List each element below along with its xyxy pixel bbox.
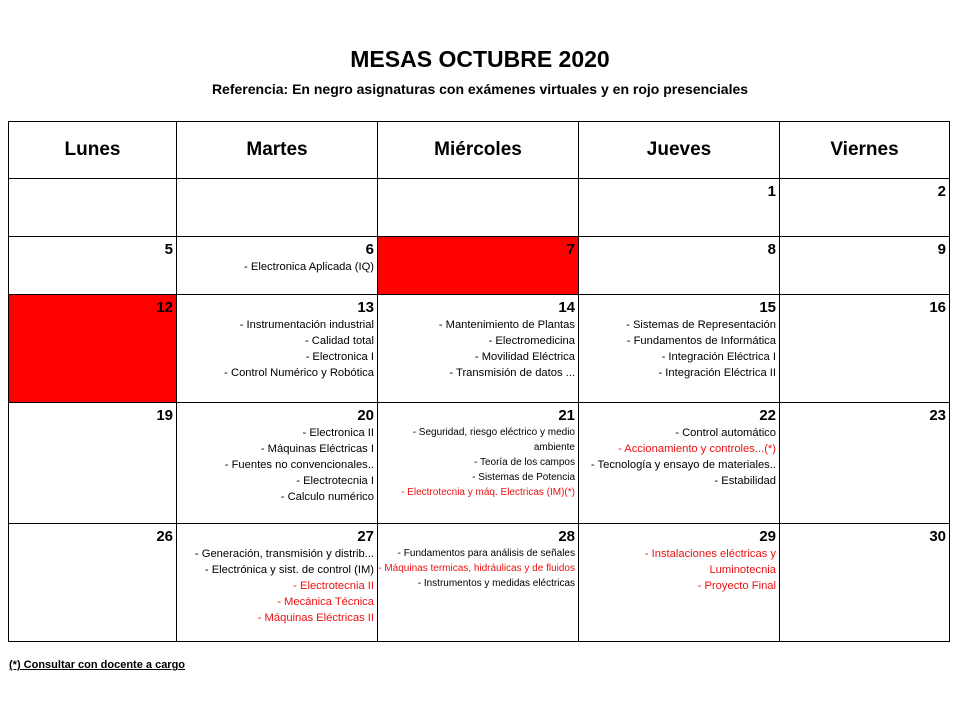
day-cell-miercoles [378, 403, 579, 524]
exam-entry: - Teoría de los campos [474, 457, 575, 468]
day-cell-jueves [579, 179, 780, 237]
day-cell-viernes [780, 179, 950, 237]
exam-entry: - Generación, transmisión y distrib... [194, 548, 374, 560]
exam-entry: - Mecánica Técnica [277, 596, 374, 608]
exam-entry: - Fundamentos para análisis de señales [397, 548, 575, 559]
day-cell-jueves [579, 295, 780, 403]
day-cell-lunes [9, 179, 177, 237]
exam-entry: - Electronica Aplicada (IQ) [244, 261, 374, 273]
day-cell-martes [177, 295, 378, 403]
exam-entry: - Control Numérico y Robótica [224, 367, 374, 379]
day-number [177, 179, 377, 201]
day-cell-martes [177, 179, 378, 237]
day-number: 22 [759, 407, 776, 424]
exam-entry: - Accionamiento y controles...(*) [618, 443, 776, 455]
day-number [378, 179, 578, 201]
exam-entry: - Integración Eléctrica I [661, 351, 776, 363]
exam-entry: - Sistemas de Representación [626, 319, 776, 331]
day-number: 6 [365, 241, 374, 258]
exam-entry: - Fundamentos de Informática [626, 335, 776, 347]
weekday-header-miercoles: Miércoles [378, 122, 579, 179]
day-cell-lunes [9, 524, 177, 642]
calendar-week-row [9, 295, 950, 403]
exam-entry: - Calculo numérico [280, 491, 374, 503]
exam-entry: - Seguridad, riesgo eléctrico y medio ambiente [412, 427, 575, 453]
weekday-header-martes: Martes [177, 122, 378, 179]
exam-entry: - Máquinas Eléctricas II [257, 612, 374, 624]
day-number: 26 [156, 528, 173, 545]
day-number [9, 179, 176, 201]
day-number: 15 [759, 299, 776, 316]
day-cell-jueves [579, 403, 780, 524]
day-number: 20 [357, 407, 374, 424]
day-events [579, 425, 779, 489]
exam-entry: - Electrotecnia y máq. Electricas (IM)(*) [401, 487, 575, 498]
exam-entry: - Electrónica y sist. de control (IM) [204, 564, 374, 576]
day-events [177, 425, 377, 505]
day-cell-martes [177, 403, 378, 524]
day-number: 23 [929, 407, 946, 424]
day-cell-jueves [579, 524, 780, 642]
exam-entry: - Electrotecnia I [296, 475, 374, 487]
exam-entry: - Movilidad Eléctrica [474, 351, 575, 363]
calendar-table [8, 121, 950, 642]
exam-entry: - Transmisión de datos ... [449, 367, 575, 379]
exam-entry: - Integración Eléctrica II [658, 367, 776, 379]
exam-entry: - Electronica I [305, 351, 374, 363]
day-number: 13 [357, 299, 374, 316]
day-number: 19 [156, 407, 173, 424]
day-number: 5 [164, 241, 173, 258]
day-number: 16 [929, 299, 946, 316]
calendar-week-row [9, 179, 950, 237]
exam-entry: - Máquinas termicas, hidráulicas y de fluidos [378, 563, 575, 574]
day-number: 30 [929, 528, 946, 545]
day-number: 9 [937, 241, 946, 258]
day-cell-miercoles [378, 237, 579, 295]
day-events [579, 317, 779, 381]
day-cell-miercoles [378, 524, 579, 642]
day-cell-viernes [780, 295, 950, 403]
exam-entry: - Estabilidad [714, 475, 776, 487]
calendar-body [9, 179, 950, 642]
day-number: 14 [558, 299, 575, 316]
exam-entry: - Electronica II [302, 427, 374, 439]
day-events [378, 425, 578, 500]
exam-entry: - Instrumentos y medidas eléctricas [417, 578, 575, 589]
day-number: 7 [566, 241, 575, 258]
day-cell-lunes [9, 403, 177, 524]
exam-entry: - Instalaciones eléctricas y Luminotecnia [644, 548, 776, 576]
calendar-week-row [9, 237, 950, 295]
day-cell-martes [177, 524, 378, 642]
exam-entry: - Instrumentación industrial [239, 319, 374, 331]
weekday-header-lunes: Lunes [9, 122, 177, 179]
weekday-header-jueves: Jueves [579, 122, 780, 179]
day-number: 1 [767, 183, 776, 200]
day-number: 28 [558, 528, 575, 545]
day-events [378, 317, 578, 381]
day-cell-viernes [780, 237, 950, 295]
day-cell-viernes [780, 524, 950, 642]
page-subtitle: Referencia: En negro asignaturas con exámenes virtuales y en rojo presenciales [211, 81, 749, 97]
day-events [177, 317, 377, 381]
exam-entry: - Tecnología y ensayo de materiales.. [590, 459, 776, 471]
day-cell-lunes [9, 237, 177, 295]
calendar-week-row [9, 524, 950, 642]
day-events [177, 259, 377, 275]
day-cell-lunes [9, 295, 177, 403]
exam-entry: - Calidad total [304, 335, 374, 347]
weekday-header-viernes: Viernes [780, 122, 950, 179]
day-cell-miercoles [378, 295, 579, 403]
exam-entry: - Electromedicina [488, 335, 575, 347]
day-cell-viernes [780, 403, 950, 524]
day-cell-miercoles [378, 179, 579, 237]
exam-entry: - Control automático [675, 427, 776, 439]
day-events [579, 546, 779, 594]
footnote: (*) Consultar con docente a cargo [9, 659, 186, 671]
day-cell-martes [177, 237, 378, 295]
day-events [177, 546, 377, 626]
exam-entry: - Sistemas de Potencia [472, 472, 575, 483]
day-number: 12 [156, 299, 173, 316]
day-number: 21 [558, 407, 575, 424]
page-title: MESAS OCTUBRE 2020 [350, 46, 610, 72]
day-cell-jueves [579, 237, 780, 295]
exam-entry: - Proyecto Final [697, 580, 776, 592]
calendar-week-row [9, 403, 950, 524]
day-number: 2 [937, 183, 946, 200]
day-number: 27 [357, 528, 374, 545]
day-number: 8 [767, 241, 776, 258]
exam-entry: - Máquinas Eléctricas I [260, 443, 374, 455]
exam-entry: - Electrotecnia II [293, 580, 374, 592]
day-events [378, 546, 578, 591]
day-number: 29 [759, 528, 776, 545]
exam-entry: - Mantenimiento de Plantas [438, 319, 575, 331]
exam-entry: - Fuentes no convencionales.. [224, 459, 374, 471]
weekday-header-row [9, 122, 950, 179]
